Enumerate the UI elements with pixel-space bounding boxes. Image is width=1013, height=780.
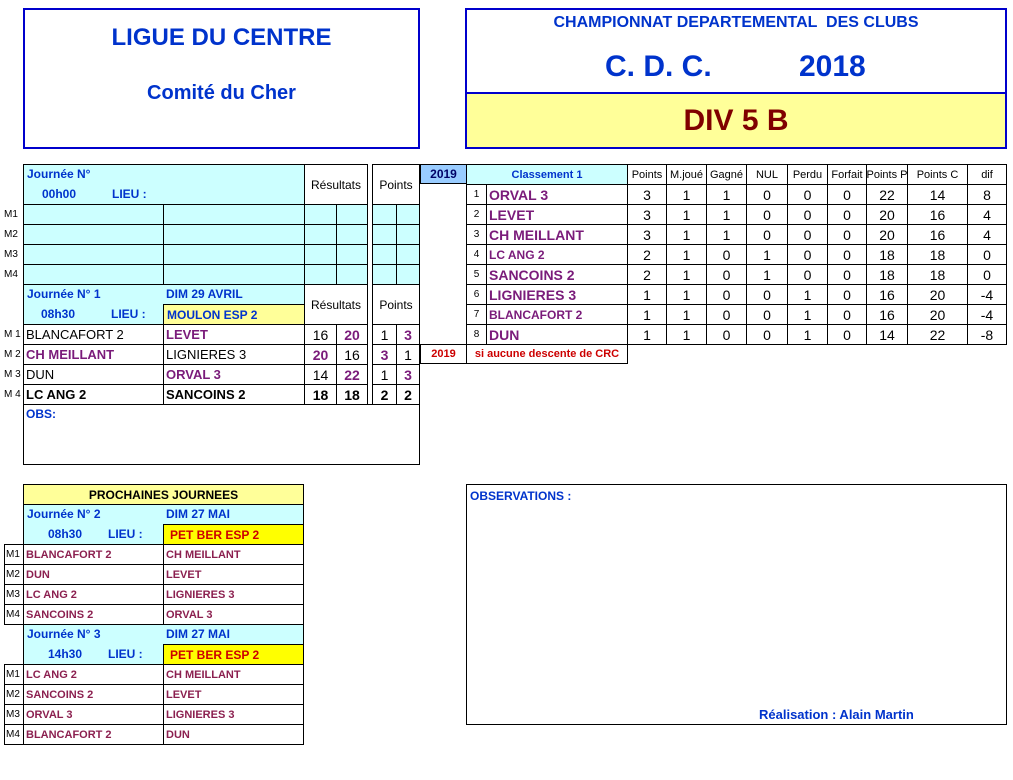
classement-value: 0 <box>746 204 788 225</box>
championship-title: CHAMPIONNAT DEPARTEMENTAL DES CLUBS <box>553 14 919 31</box>
j1-score-home: 18 <box>304 384 337 405</box>
j1-date: DIM 29 AVRIL <box>166 287 243 301</box>
top-points1-cell <box>372 244 397 265</box>
j1-obs-box <box>23 404 420 465</box>
classement-value: 20 <box>866 204 908 225</box>
classement-rank: 8 <box>466 324 487 345</box>
top-points2-cell <box>396 264 420 285</box>
top-score2-cell <box>336 264 368 285</box>
classement-value: 0 <box>787 184 828 205</box>
top-points2-cell <box>396 244 420 265</box>
header-championship-box <box>465 8 1007 149</box>
classement-team: LEVET <box>486 204 628 225</box>
j1-points-away: 1 <box>396 344 420 365</box>
league-title: LIGUE DU CENTRE <box>111 24 332 51</box>
classement-value: 3 <box>627 204 667 225</box>
j2-away-team: LIGNIERES 3 <box>163 584 304 605</box>
top-points2-cell <box>396 224 420 245</box>
observations-label: OBSERVATIONS : <box>470 489 572 503</box>
j1-points-home: 1 <box>372 324 397 345</box>
j1-away-team: SANCOINS 2 <box>163 384 305 405</box>
classement-value: 4 <box>967 224 1007 245</box>
classement-value: 18 <box>907 244 968 265</box>
classement-value: 16 <box>907 204 968 225</box>
top-score2-cell <box>336 204 368 225</box>
top-points-header: Points <box>372 164 420 205</box>
classement-value: 0 <box>827 324 867 345</box>
top-points1-cell <box>372 224 397 245</box>
classement-value: 0 <box>706 324 747 345</box>
top-home-cell <box>23 224 164 245</box>
top-away-cell <box>163 224 305 245</box>
classement-value: 20 <box>907 304 968 325</box>
j3-home-team: SANCOINS 2 <box>23 684 164 705</box>
classement-value: 0 <box>787 204 828 225</box>
classement-value: 0 <box>746 324 788 345</box>
season-year: 2018 <box>799 50 866 83</box>
classement-value: 18 <box>866 264 908 285</box>
classement-value: 1 <box>706 224 747 245</box>
classement-col-header: dif <box>967 164 1007 185</box>
j3-away-team: DUN <box>163 724 304 745</box>
cdc-abbr: C. D. C. <box>605 50 712 83</box>
j2-match-id: M3 <box>4 584 24 605</box>
top-resultats-header: Résultats <box>304 164 368 205</box>
classement-value: -4 <box>967 304 1007 325</box>
j3-match-id: M4 <box>4 724 24 745</box>
classement-team: SANCOINS 2 <box>486 264 628 285</box>
classement-value: 2 <box>627 264 667 285</box>
classement-value: 2 <box>627 244 667 265</box>
top-score1-cell <box>304 224 337 245</box>
committee-subtitle: Comité du Cher <box>147 82 296 104</box>
classement-value: 0 <box>827 244 867 265</box>
classement-value: 1 <box>666 244 707 265</box>
classement-rank: 7 <box>466 304 487 325</box>
j1-resultats-header: Résultats <box>304 284 368 325</box>
top-match-id: M4 <box>4 268 18 280</box>
top-away-cell <box>163 204 305 225</box>
classement-value: 0 <box>746 184 788 205</box>
j3-away-team: CH MEILLANT <box>163 664 304 685</box>
classement-team: CH MEILLANT <box>486 224 628 245</box>
classement-col-header: Perdu <box>787 164 828 185</box>
j1-points-home: 2 <box>372 384 397 405</box>
j3-journee-label: Journée N° 3 <box>27 627 101 641</box>
top-points1-cell <box>372 264 397 285</box>
classement-rank: 5 <box>466 264 487 285</box>
classement-value: 1 <box>787 284 828 305</box>
classement-value: 3 <box>627 224 667 245</box>
classement-col-header: Gagné <box>706 164 747 185</box>
top-away-cell <box>163 244 305 265</box>
classement-value: 4 <box>967 204 1007 225</box>
classement-value: 0 <box>706 264 747 285</box>
j3-date: DIM 27 MAI <box>166 627 231 641</box>
classement-value: 1 <box>666 304 707 325</box>
classement-value: 1 <box>746 244 788 265</box>
classement-value: 1 <box>706 184 747 205</box>
classement-value: 0 <box>787 244 828 265</box>
classement-team: BLANCAFORT 2 <box>486 304 628 325</box>
top-points1-cell <box>372 204 397 225</box>
top-match-id: M2 <box>4 228 18 240</box>
classement-value: 22 <box>907 324 968 345</box>
j2-lieu-label: LIEU : <box>108 527 143 541</box>
classement-value: 1 <box>787 324 828 345</box>
classement-value: 1 <box>666 264 707 285</box>
j3-match-id: M2 <box>4 684 24 705</box>
classement-team: LC ANG 2 <box>486 244 628 265</box>
top-score2-cell <box>336 224 368 245</box>
classement-value: 0 <box>827 204 867 225</box>
classement-value: 1 <box>746 264 788 285</box>
j2-journee-label: Journée N° 2 <box>27 507 101 521</box>
classement-value: 0 <box>827 304 867 325</box>
classement-value: 14 <box>907 184 968 205</box>
classement-value: -8 <box>967 324 1007 345</box>
classement-value: 16 <box>866 304 908 325</box>
j3-match-id: M3 <box>4 704 24 725</box>
j1-journee-label: Journée N° 1 <box>27 287 101 301</box>
j1-score-home: 16 <box>304 324 337 345</box>
classement-rank: 4 <box>466 244 487 265</box>
j3-home-team: ORVAL 3 <box>23 704 164 725</box>
j2-away-team: CH MEILLANT <box>163 544 304 565</box>
classement-value: 14 <box>866 324 908 345</box>
top-match-id: M1 <box>4 208 18 220</box>
j2-away-team: LEVET <box>163 564 304 585</box>
classement-value: 18 <box>866 244 908 265</box>
top-score1-cell <box>304 204 337 225</box>
top-away-cell <box>163 264 305 285</box>
j2-time: 08h30 <box>48 527 83 541</box>
j1-score-away: 20 <box>336 324 368 345</box>
j3-lieu-value: PET BER ESP 2 <box>163 644 304 665</box>
classement-value: 0 <box>746 304 788 325</box>
classement-col-header: M.joué <box>666 164 707 185</box>
classement-value: 16 <box>866 284 908 305</box>
observations-box <box>466 484 1007 725</box>
classement-value: 1 <box>666 204 707 225</box>
top-match-id: M3 <box>4 248 18 260</box>
j1-score-away: 16 <box>336 344 368 365</box>
j1-time: 08h30 <box>41 307 76 321</box>
classement-team: ORVAL 3 <box>486 184 628 205</box>
classement-value: 0 <box>827 184 867 205</box>
j1-score-home: 14 <box>304 364 337 385</box>
classement-value: 0 <box>706 304 747 325</box>
classement-col-header: Points C <box>907 164 968 185</box>
crc-note-year: 2019 <box>420 344 467 364</box>
j2-home-team: LC ANG 2 <box>23 584 164 605</box>
classement-team: LIGNIERES 3 <box>486 284 628 305</box>
classement-value: 0 <box>746 224 788 245</box>
classement-value: 18 <box>907 264 968 285</box>
j1-home-team: LC ANG 2 <box>23 384 164 405</box>
year-tag: 2019 <box>420 164 467 184</box>
classement-value: 0 <box>967 264 1007 285</box>
j1-away-team: ORVAL 3 <box>163 364 305 385</box>
top-journee-label: Journée N° <box>27 167 91 181</box>
classement-rank: 1 <box>466 184 487 205</box>
classement-value: 0 <box>746 284 788 305</box>
classement-value: 22 <box>866 184 908 205</box>
j2-match-id: M2 <box>4 564 24 585</box>
j1-points-away: 3 <box>396 324 420 345</box>
classement-value: 1 <box>627 284 667 305</box>
classement-rank: 6 <box>466 284 487 305</box>
j1-points-home: 3 <box>372 344 397 365</box>
classement-team: DUN <box>486 324 628 345</box>
top-journee-header <box>23 164 305 205</box>
j3-away-team: LEVET <box>163 684 304 705</box>
crc-note-text: si aucune descente de CRC <box>466 344 628 364</box>
prochaines-title: PROCHAINES JOURNEES <box>23 484 304 505</box>
classement-col-header: NUL <box>746 164 788 185</box>
top-points2-cell <box>396 204 420 225</box>
classement-value: 0 <box>706 244 747 265</box>
credit-text: Réalisation : Alain Martin <box>759 707 914 722</box>
division-label: DIV 5 B <box>683 104 789 137</box>
j1-points-away: 3 <box>396 364 420 385</box>
classement-col-header: Points P <box>866 164 908 185</box>
classement-value: 20 <box>907 284 968 305</box>
top-score1-cell <box>304 244 337 265</box>
classement-rank: 3 <box>466 224 487 245</box>
header-league-box <box>23 8 420 149</box>
classement-value: 0 <box>967 244 1007 265</box>
classement-value: 1 <box>787 304 828 325</box>
j2-away-team: ORVAL 3 <box>163 604 304 625</box>
j2-match-id: M1 <box>4 544 24 565</box>
j1-obs-label: OBS: <box>26 407 56 421</box>
j2-match-id: M4 <box>4 604 24 625</box>
classement-value: -4 <box>967 284 1007 305</box>
top-home-cell <box>23 204 164 225</box>
j1-home-team: BLANCAFORT 2 <box>23 324 164 345</box>
classement-value: 1 <box>706 204 747 225</box>
classement-value: 1 <box>627 304 667 325</box>
division-band <box>467 92 1005 147</box>
j3-home-team: LC ANG 2 <box>23 664 164 685</box>
j2-home-team: BLANCAFORT 2 <box>23 544 164 565</box>
classement-value: 0 <box>787 264 828 285</box>
classement-value: 1 <box>666 284 707 305</box>
j1-match-id: M 3 <box>4 368 21 380</box>
classement-value: 0 <box>827 224 867 245</box>
classement-col-header: Forfait <box>827 164 867 185</box>
j1-away-team: LIGNIERES 3 <box>163 344 305 365</box>
classement-value: 3 <box>627 184 667 205</box>
top-score1-cell <box>304 264 337 285</box>
j1-points-header: Points <box>372 284 420 325</box>
classement-value: 1 <box>666 324 707 345</box>
j1-match-id: M 1 <box>4 328 21 340</box>
j1-away-team: LEVET <box>163 324 305 345</box>
top-journee-time: 00h00 <box>42 187 77 201</box>
j3-home-team: BLANCAFORT 2 <box>23 724 164 745</box>
j2-lieu-value: PET BER ESP 2 <box>163 524 304 545</box>
top-home-cell <box>23 244 164 265</box>
j1-home-team: CH MEILLANT <box>23 344 164 365</box>
classement-title: Classement 1 <box>466 164 628 185</box>
classement-value: 16 <box>907 224 968 245</box>
j1-points-away: 2 <box>396 384 420 405</box>
j1-match-id: M 2 <box>4 348 21 360</box>
classement-rank: 2 <box>466 204 487 225</box>
j2-home-team: SANCOINS 2 <box>23 604 164 625</box>
j1-lieu-value: MOULON ESP 2 <box>163 304 305 325</box>
j1-match-id: M 4 <box>4 388 21 400</box>
top-score2-cell <box>336 244 368 265</box>
j3-match-id: M1 <box>4 664 24 685</box>
j1-home-team: DUN <box>23 364 164 385</box>
classement-value: 0 <box>827 264 867 285</box>
classement-value: 1 <box>666 184 707 205</box>
classement-value: 0 <box>827 284 867 305</box>
j1-score-away: 22 <box>336 364 368 385</box>
j3-time: 14h30 <box>48 647 83 661</box>
j2-date: DIM 27 MAI <box>166 507 231 521</box>
j1-score-home: 20 <box>304 344 337 365</box>
j1-points-home: 1 <box>372 364 397 385</box>
classement-value: 1 <box>627 324 667 345</box>
j2-home-team: DUN <box>23 564 164 585</box>
classement-value: 1 <box>666 224 707 245</box>
classement-value: 20 <box>866 224 908 245</box>
classement-value: 8 <box>967 184 1007 205</box>
classement-value: 0 <box>787 224 828 245</box>
j3-lieu-label: LIEU : <box>108 647 143 661</box>
top-home-cell <box>23 264 164 285</box>
j3-away-team: LIGNIERES 3 <box>163 704 304 725</box>
j1-score-away: 18 <box>336 384 368 405</box>
j1-lieu-label: LIEU : <box>111 307 146 321</box>
top-journee-lieu-label: LIEU : <box>112 187 147 201</box>
classement-col-header: Points <box>627 164 667 185</box>
classement-value: 0 <box>706 284 747 305</box>
